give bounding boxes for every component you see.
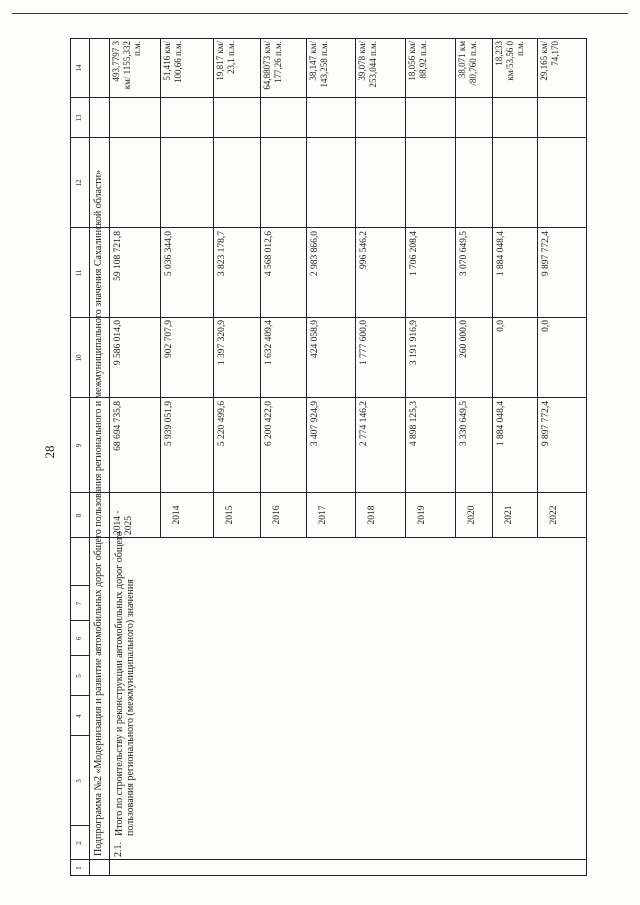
value-regional: 1 632 409,4 [264,320,274,366]
row-divider [455,38,456,538]
row-divider [355,38,356,538]
section-title-line1: Итого по строительству и реконструкции автомобильных дорог общего [114,531,125,836]
value-total: 3 407 924,9 [310,401,320,447]
year-cell: 2014 [172,505,182,525]
value-federal: 59 108 721,8 [113,231,123,281]
value-federal: 5 036 344,0 [164,231,174,277]
header-divider [89,38,90,876]
col-header-1: 1 [75,866,83,870]
row-divider [492,38,493,538]
section-number: 2.1. [113,842,124,857]
value-regional: 424 058,9 [310,320,320,358]
length-value: 38,147 км/ 143,258 п.м. [308,41,329,88]
row-divider [260,38,261,538]
value-federal: 3 070 649,5 [459,231,469,277]
value-regional: 902 707,9 [164,320,174,358]
col-header-9: 9 [75,443,83,448]
value-regional: 260 000,0 [459,320,469,358]
col-header-5: 5 [75,674,83,678]
value-total: 5 939 051,9 [164,401,174,447]
col-header-14: 14 [75,64,83,72]
value-total: 2 774 146,2 [359,401,369,447]
value-regional: 9 586 014,0 [113,320,123,366]
col-header-8: 8 [75,513,83,518]
section-title-line2: пользования регионального (межмуниципального) значения [125,579,136,836]
rotated-table-sheet [70,38,587,876]
length-value: 18,056 км/ 88,92 п.м. [407,41,428,81]
col-header-7: 7 [75,601,83,606]
table-frame [70,38,587,876]
col-header-10: 10 [75,354,83,362]
col-header-6: 6 [75,636,83,641]
length-value: 493,7797 3 км/ 1155,332 п.м. [111,41,142,90]
length-value: 18,233 км/53,56 0 п.м. [494,41,525,81]
length-value: 39,078 км/ 253,044 п.м. [357,41,378,88]
value-total: 1 884 048,4 [496,401,506,447]
value-federal: 996 546,2 [359,231,369,269]
page-number: 28 [42,445,57,459]
value-federal: 1 884 048,4 [496,231,506,277]
subprogram-divider [109,38,110,876]
year-cell: 2020 [467,505,477,525]
length-value: 19,817 км/ 23,1 п.м. [215,41,236,81]
value-total: 6 200 422,0 [264,401,274,447]
year-cell: 2018 [367,505,377,525]
length-value: 51,416 км/ 100,66 п.м. [162,41,183,84]
year-cell: 2014 - 2025 [113,510,134,535]
value-federal: 4 568 012,6 [264,231,274,277]
row-divider [405,38,406,538]
col-header-13: 13 [75,114,83,122]
col-header-11: 11 [75,269,83,277]
year-cell: 2021 [504,505,514,525]
col-header-3: 3 [75,779,83,783]
page-top-rule [12,13,628,14]
value-total: 5 220 499,6 [217,401,227,447]
row-divider [160,38,161,538]
length-value: 38,071 км /80,760 п.м. [457,41,478,86]
year-cell: 2016 [272,505,282,525]
value-regional: 1 777 600,0 [359,320,369,366]
year-cell: 2022 [549,505,559,525]
value-regional: 0,0 [541,320,551,332]
year-cell: 2017 [318,505,328,525]
length-value: 29,165 км/ 74,170 [539,41,560,81]
year-cell: 2015 [225,505,235,525]
col-header-12: 12 [75,179,83,187]
value-total: 3 330 649,5 [459,401,469,447]
value-total: 4 898 125,3 [409,401,419,447]
subprogram-title: Подпрограмма №2 «Модернизация и развитие автомобильных дорог общего пользования регионального и межмуниципального значения Сахалинской области» [93,169,104,856]
value-regional: 1 397 320,9 [217,320,227,366]
col-header-4: 4 [75,714,83,718]
value-total: 9 897 772,4 [541,401,551,447]
value-federal: 9 897 772,4 [541,231,551,277]
col-header-2: 2 [75,841,83,845]
year-cell: 2019 [417,505,427,525]
row-divider [537,38,538,538]
value-federal: 3 823 178,7 [217,231,227,277]
row-divider [213,38,214,538]
value-regional: 0,0 [496,320,506,332]
value-regional: 3 191 916,9 [409,320,419,366]
value-total: 68 694 735,8 [113,401,123,451]
row-divider [306,38,307,538]
value-federal: 2 983 866,0 [310,231,320,277]
length-value: 64,88073 км/ 177,26 п.м. [262,41,283,90]
value-federal: 1 706 208,4 [409,231,419,277]
